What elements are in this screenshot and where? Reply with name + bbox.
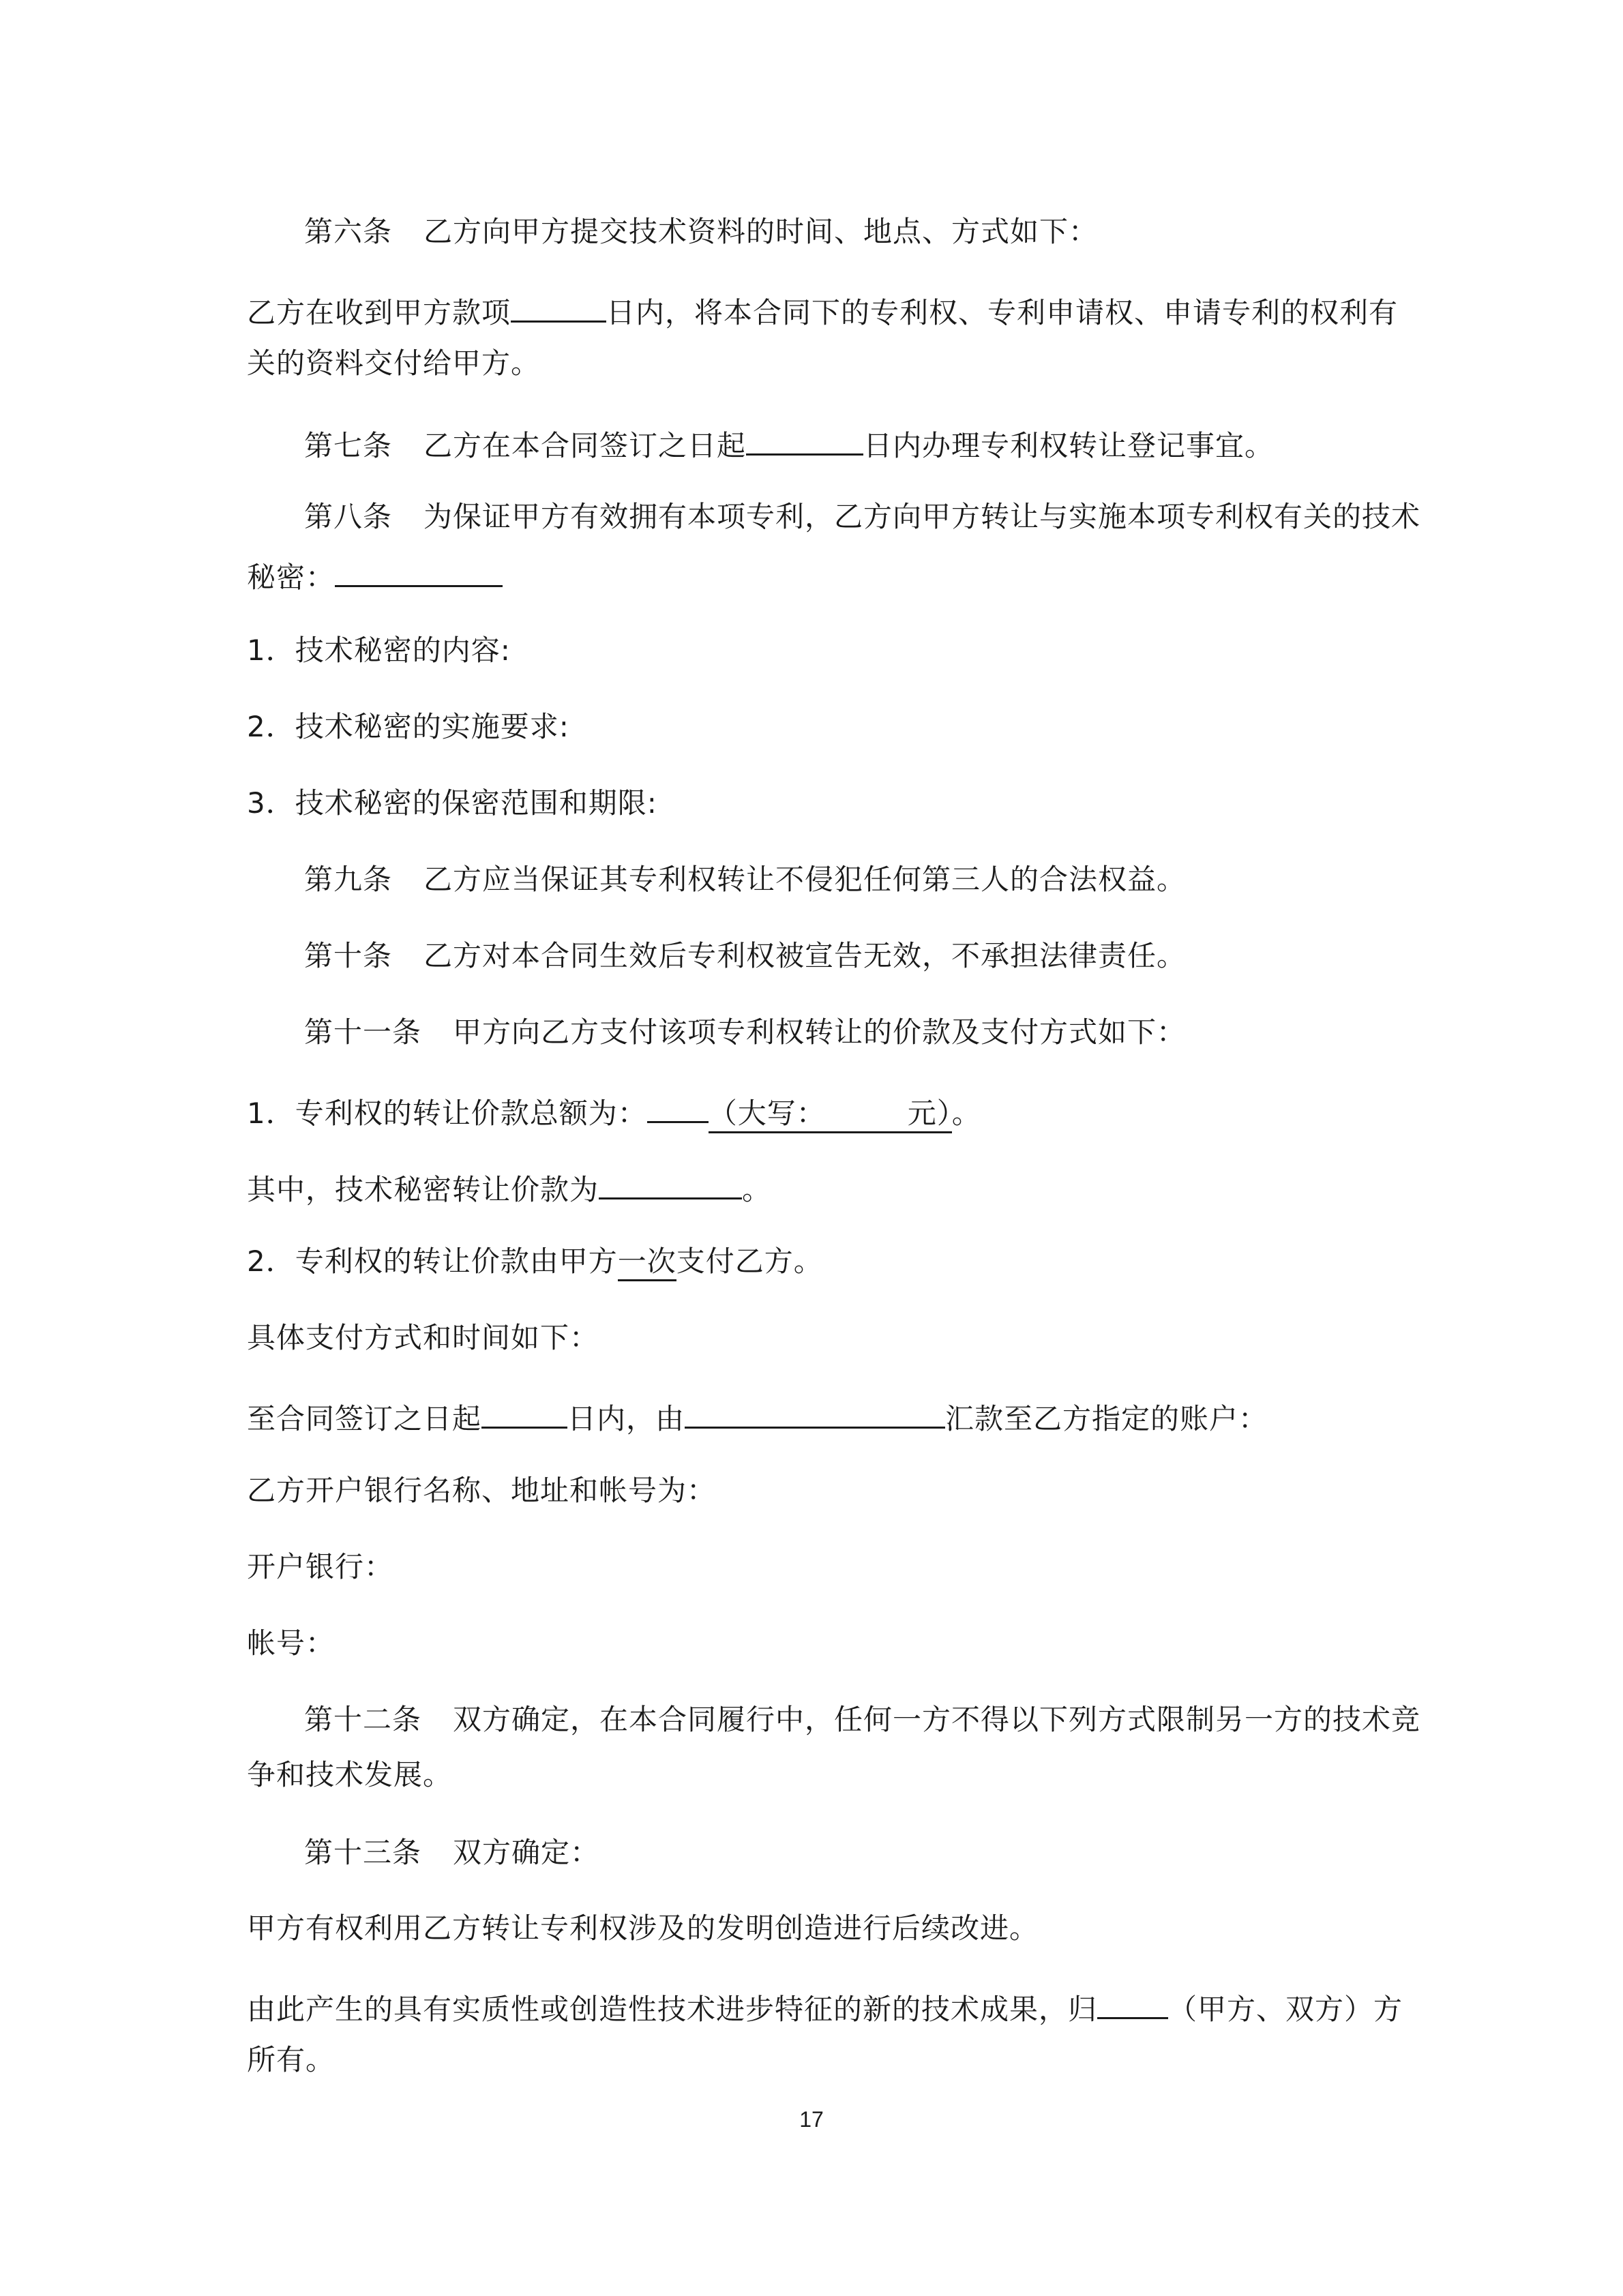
remittance-text-cont: 日内，由 bbox=[567, 1402, 685, 1435]
secret-price-line bbox=[247, 1166, 771, 1209]
payment-method-value: 一次 bbox=[618, 1244, 676, 1281]
article-11-line bbox=[304, 1013, 1186, 1052]
article-7-text: 乙方在本合同签订之日起 bbox=[423, 429, 747, 462]
page-number: 17 bbox=[799, 2107, 824, 2132]
payment-method-line bbox=[247, 1242, 823, 1281]
payment-method-label: 2．专利权的转让价款由甲方 bbox=[247, 1244, 618, 1278]
article-8-heading: 第八条 bbox=[304, 500, 393, 533]
secret-price-label: 其中，技术秘密转让价款为 bbox=[247, 1173, 599, 1206]
article-13-heading: 第十三条 bbox=[304, 1836, 422, 1869]
article-6-body-line-1 bbox=[247, 289, 1398, 332]
article-6-heading-line bbox=[304, 213, 1098, 251]
account-number-line: 帐号： bbox=[247, 1626, 336, 1660]
article-7-text-cont: 日内办理专利权转让登记事宜。 bbox=[863, 429, 1275, 462]
list-item: 2．技术秘密的实施要求: bbox=[247, 710, 569, 743]
days-blank bbox=[481, 1395, 567, 1429]
article-6-heading: 第六条 bbox=[304, 215, 393, 248]
article-8-line-2 bbox=[247, 554, 503, 597]
price-total-line bbox=[247, 1090, 981, 1133]
punctuation: 。 bbox=[742, 1173, 772, 1206]
article-11-heading: 第十一条 bbox=[304, 1015, 422, 1049]
article-12-line-2: 争和技术发展。 bbox=[247, 1758, 453, 1791]
article-13-text: 双方确定： bbox=[453, 1836, 600, 1869]
article-6-body-text-cont: 日内，将本合同下的专利权、专利申请权、申请专利的权利有 bbox=[606, 296, 1399, 329]
article-12-heading: 第十二条 bbox=[304, 1703, 422, 1736]
list-item: 1．技术秘密的内容: bbox=[247, 633, 511, 667]
article-6-text: 乙方向甲方提交技术资料的时间、地点、方式如下： bbox=[423, 215, 1099, 248]
payment-method-text: 支付乙方。 bbox=[676, 1244, 823, 1278]
days-blank bbox=[511, 289, 606, 323]
article-13-text-a: 由此产生的具有实质性或创造性技术进步特征的新的技术成果，归 bbox=[247, 1993, 1098, 2026]
article-9-line bbox=[304, 861, 1186, 899]
ownership-blank bbox=[1097, 1986, 1168, 2019]
remittance-text-end: 汇款至乙方指定的账户： bbox=[945, 1402, 1268, 1435]
article-8-line-1 bbox=[304, 498, 1420, 536]
article-9-text: 乙方应当保证其专利权转让不侵犯任何第三人的合法权益。 bbox=[423, 863, 1187, 896]
article-9-heading: 第九条 bbox=[304, 863, 393, 896]
yuan-label: 元） bbox=[907, 1097, 952, 1130]
article-8-text: 为保证甲方有效拥有本项专利，乙方向甲方转让与实施本项专利权有关的技术 bbox=[423, 500, 1421, 533]
article-13-para-2 bbox=[247, 1986, 1403, 2029]
article-13-para-1: 甲方有权利用乙方转让专利权涉及的发明创造进行后续改进。 bbox=[247, 1911, 1039, 1945]
secret-price-blank bbox=[599, 1166, 742, 1199]
list-item: 3．技术秘密的保密范围和期限: bbox=[247, 786, 657, 820]
article-6-body-text-end: 关的资料交付给甲方。 bbox=[247, 346, 541, 380]
article-13-para-3: 所有。 bbox=[247, 2043, 336, 2076]
article-13-line bbox=[304, 1834, 599, 1872]
article-10-text: 乙方对本合同生效后专利权被宣告无效，不承担法律责任。 bbox=[423, 939, 1187, 972]
bank-name-line: 开户银行： bbox=[247, 1550, 394, 1583]
uppercase-label: （大写： bbox=[708, 1097, 826, 1130]
payer-blank bbox=[685, 1395, 945, 1429]
secret-blank bbox=[335, 554, 503, 587]
days-blank bbox=[746, 422, 863, 456]
price-total-label: 1．专利权的转让价款总额为： bbox=[247, 1097, 647, 1130]
article-13-text-b: （甲方、双方）方 bbox=[1168, 1993, 1403, 2026]
price-uppercase-box bbox=[709, 1097, 952, 1133]
article-6-body-text: 乙方在收到甲方款项 bbox=[247, 296, 511, 329]
article-6-body-line-2 bbox=[247, 344, 540, 383]
article-11-text: 甲方向乙方支付该项专利权转让的价款及支付方式如下： bbox=[453, 1015, 1187, 1049]
remittance-text: 至合同签订之日起 bbox=[247, 1402, 482, 1435]
payment-detail-line: 具体支付方式和时间如下： bbox=[247, 1321, 599, 1354]
article-12-text: 双方确定，在本合同履行中，任何一方不得以下列方式限制另一方的技术竞 bbox=[453, 1703, 1421, 1736]
punctuation: 。 bbox=[951, 1097, 981, 1130]
article-7-line bbox=[304, 422, 1274, 465]
article-7-heading: 第七条 bbox=[304, 429, 393, 462]
article-10-heading: 第十条 bbox=[304, 939, 393, 972]
article-10-line bbox=[304, 937, 1186, 975]
remittance-line bbox=[247, 1395, 1268, 1438]
article-12-line-1 bbox=[304, 1701, 1420, 1739]
price-blank bbox=[647, 1090, 709, 1123]
article-8-text-end: 秘密： bbox=[247, 561, 336, 594]
bank-info-line: 乙方开户银行名称、地址和帐号为： bbox=[247, 1474, 717, 1507]
